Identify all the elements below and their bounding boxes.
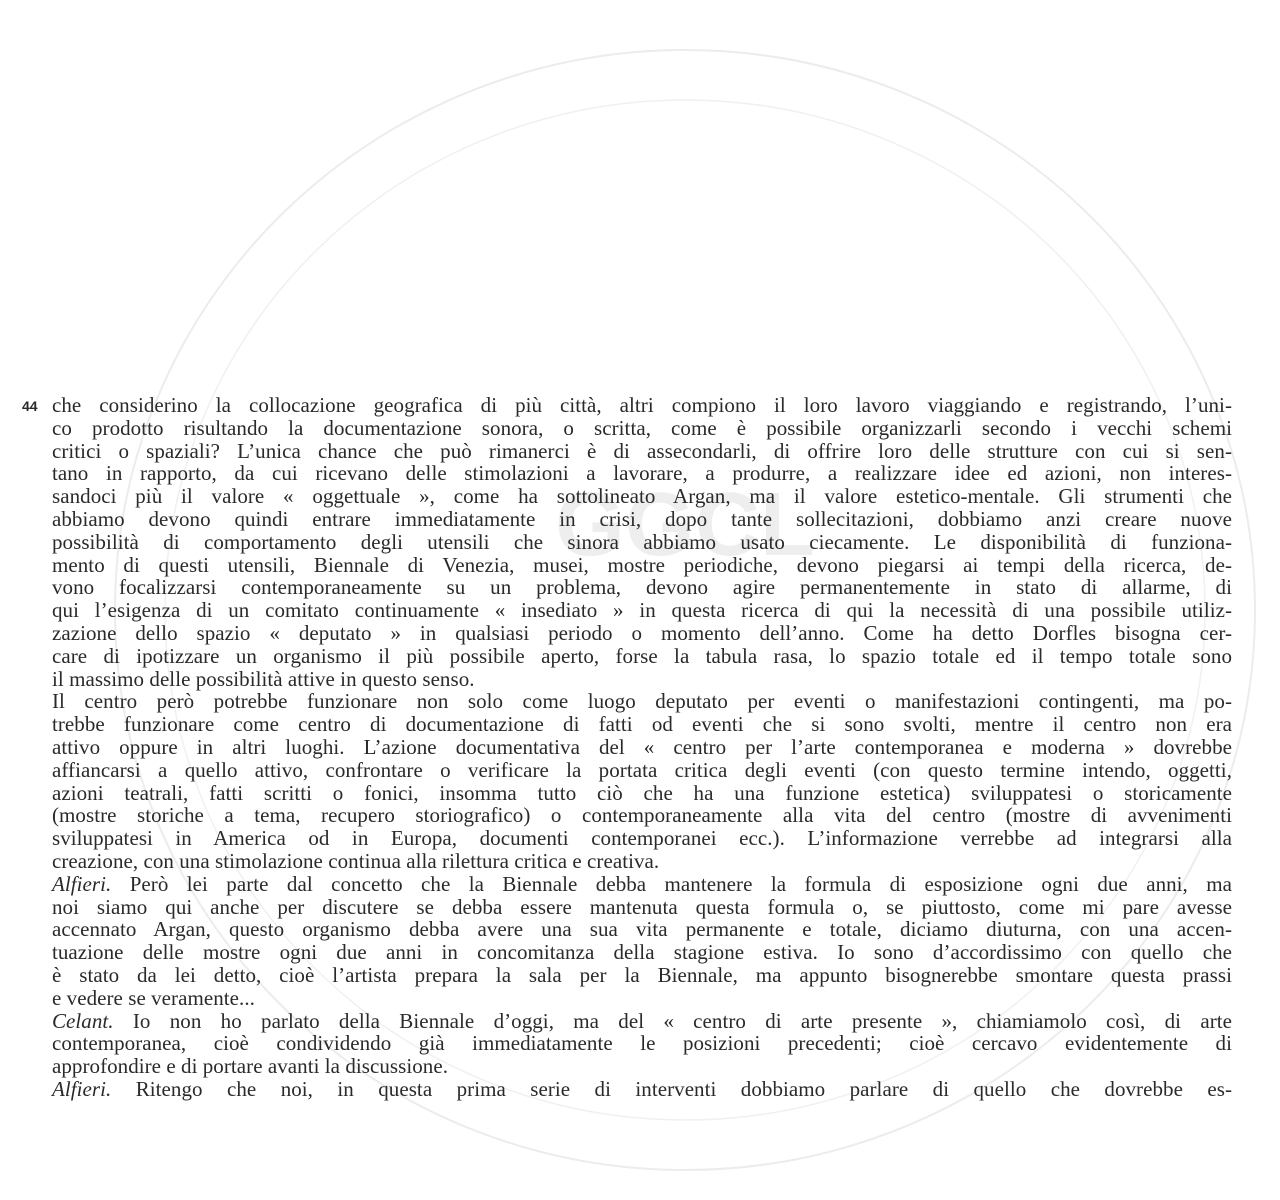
text-line bbox=[52, 576, 1232, 599]
page-number: 44 bbox=[22, 398, 38, 414]
body-text bbox=[52, 394, 1232, 1101]
line-text: è stato da lei detto, cioè l’artista prepara la sala per la Biennale, ma appunto bisognerebbe smontare questa prassi bbox=[52, 962, 1232, 987]
text-line bbox=[52, 508, 1232, 531]
text-line bbox=[52, 964, 1232, 987]
text-line bbox=[52, 394, 1232, 417]
text-line bbox=[52, 987, 1232, 1010]
line-text: creazione, con una stimolazione continua alla rilettura critica e creativa. bbox=[52, 848, 660, 873]
text-line bbox=[52, 531, 1232, 554]
text-line bbox=[52, 668, 1232, 691]
line-text: accennato Argan, questo organismo debba avere una sua vita permanente e totale, diciamo diuturna, con una accen- bbox=[52, 917, 1232, 942]
watermark-text: GGCL bbox=[555, 475, 815, 575]
text-line bbox=[52, 896, 1232, 919]
line-text: approfondire e di portare avanti la discussione. bbox=[52, 1054, 449, 1079]
line-text: zazione dello spazio « deputato » in qualsiasi periodo o momento dell’anno. Come ha detto Dorfles bisogna cer- bbox=[52, 620, 1232, 645]
line-text: qui l’esigenza di un comitato continuamente « insediato » in questa ricerca di qui la necessità di una possibile utiliz- bbox=[52, 598, 1232, 623]
line-text: attivo oppure in altri luoghi. L’azione documentativa del « centro per l’arte contemporanea e moderna » dovrebbe bbox=[52, 734, 1232, 759]
line-text: noi siamo qui anche per discutere se debba essere mantenuta questa formula o, se piuttosto, come mi pare avesse bbox=[52, 894, 1232, 919]
text-line bbox=[52, 417, 1232, 440]
text-line bbox=[52, 1055, 1232, 1078]
line-text: care di ipotizzare un organismo il più possibile aperto, forse la tabula rasa, lo spazio totale ed il tempo totale sono bbox=[52, 643, 1232, 668]
text-line bbox=[52, 850, 1232, 873]
text-line bbox=[52, 804, 1232, 827]
text-line bbox=[52, 1032, 1232, 1055]
speaker-name: Alfieri. bbox=[52, 1076, 112, 1101]
text-line bbox=[52, 599, 1232, 622]
line-text: Il centro però potrebbe funzionare non solo come luogo deputato per eventi o manifestazioni contingenti, ma po- bbox=[52, 689, 1232, 714]
line-text: co prodotto risultando la documentazione sonora, o scritta, come è possibile organizzarli secondo i vecchi schemi bbox=[52, 415, 1232, 440]
text-line bbox=[52, 941, 1232, 964]
text-line bbox=[52, 713, 1232, 736]
line-text: trebbe funzionare come centro di documentazione di fatti od eventi che si sono svolti, mentre il centro non era bbox=[52, 712, 1232, 737]
line-text: Ritengo che noi, in questa prima serie di interventi dobbiamo parlare di quello che dovrebbe es- bbox=[111, 1076, 1232, 1101]
line-text: azioni teatrali, fatti scritti o fonici, insomma tutto ciò che ha una funzione estetica) sviluppatesi o storicamente bbox=[52, 780, 1232, 805]
text-line bbox=[52, 462, 1232, 485]
text-line bbox=[52, 782, 1232, 805]
text-line bbox=[52, 1078, 1232, 1101]
text-line bbox=[52, 622, 1232, 645]
text-line bbox=[52, 827, 1232, 850]
line-text: affiancarsi a quello attivo, confrontare o verificare la portata critica degli eventi (con questo termine intendo, oggetti, bbox=[52, 757, 1232, 782]
line-text: contemporanea, cioè condividendo già immediatamente le posizioni precedenti; cioè cercavo evidentemente di bbox=[52, 1031, 1232, 1056]
speaker-name: Celant. bbox=[52, 1008, 114, 1033]
text-line bbox=[52, 690, 1232, 713]
text-line bbox=[52, 873, 1232, 896]
line-text: vono focalizzarsi contemporaneamente su un problema, devono agire permanentemente in stato di allarme, di bbox=[52, 575, 1232, 600]
line-text: critici o spaziali? L’unica chance che può rimanerci è di assecondarli, di offrire loro delle strutture con cui si sen- bbox=[52, 438, 1232, 463]
speaker-name: Alfieri. bbox=[52, 871, 112, 896]
line-text: mento di questi utensili, Biennale di Venezia, musei, mostre periodiche, devono piegarsi ai tempi della ricerca, de- bbox=[52, 552, 1232, 577]
line-text: (mostre storiche a tema, recupero storiografico) o contemporaneamente alla vita del centro (mostre di avvenimenti bbox=[52, 803, 1232, 828]
line-text: il massimo delle possibilità attive in questo senso. bbox=[52, 666, 475, 691]
line-text: Però lei parte dal concetto che la Biennale debba mantenere la formula di esposizione ogni due anni, ma bbox=[111, 871, 1232, 896]
text-line bbox=[52, 1010, 1232, 1033]
text-line bbox=[52, 736, 1232, 759]
text-line bbox=[52, 440, 1232, 463]
text-line bbox=[52, 918, 1232, 941]
text-line bbox=[52, 759, 1232, 782]
line-text: sandoci più il valore « oggettuale », come ha sottolineato Argan, ma il valore estetico-mentale. Gli strumenti che bbox=[52, 484, 1232, 509]
text-line bbox=[52, 485, 1232, 508]
text-line bbox=[52, 554, 1232, 577]
line-text: Io non ho parlato della Biennale d’oggi, ma del « centro di arte presente », chiamiamolo così, di arte bbox=[113, 1008, 1232, 1033]
line-text: che considerino la collocazione geografica di più città, altri compiono il loro lavoro viaggiando e registrando, l’uni- bbox=[52, 393, 1232, 417]
line-text: e vedere se veramente... bbox=[52, 985, 255, 1010]
line-text: tano in rapporto, da cui ricevano delle stimolazioni a lavorare, a produrre, a realizzare idee ed azioni, non interes- bbox=[52, 461, 1232, 486]
line-text: abbiamo devono quindi entrare immediatamente in crisi, dopo tante sollecitazioni, dobbiamo anzi creare nuove bbox=[52, 506, 1232, 531]
line-text: possibilità di comportamento degli utensili che sinora abbiamo usato ciecamente. Le disponibilità di funziona- bbox=[52, 529, 1232, 554]
line-text: sviluppatesi in America od in Europa, documenti contemporanei ecc.). L’informazione verrebbe ad integrarsi alla bbox=[52, 826, 1232, 851]
line-text: tuazione delle mostre ogni due anni in concomitanza della stagione estiva. Io sono d’accordissimo con quello che bbox=[52, 940, 1232, 965]
text-line bbox=[52, 645, 1232, 668]
